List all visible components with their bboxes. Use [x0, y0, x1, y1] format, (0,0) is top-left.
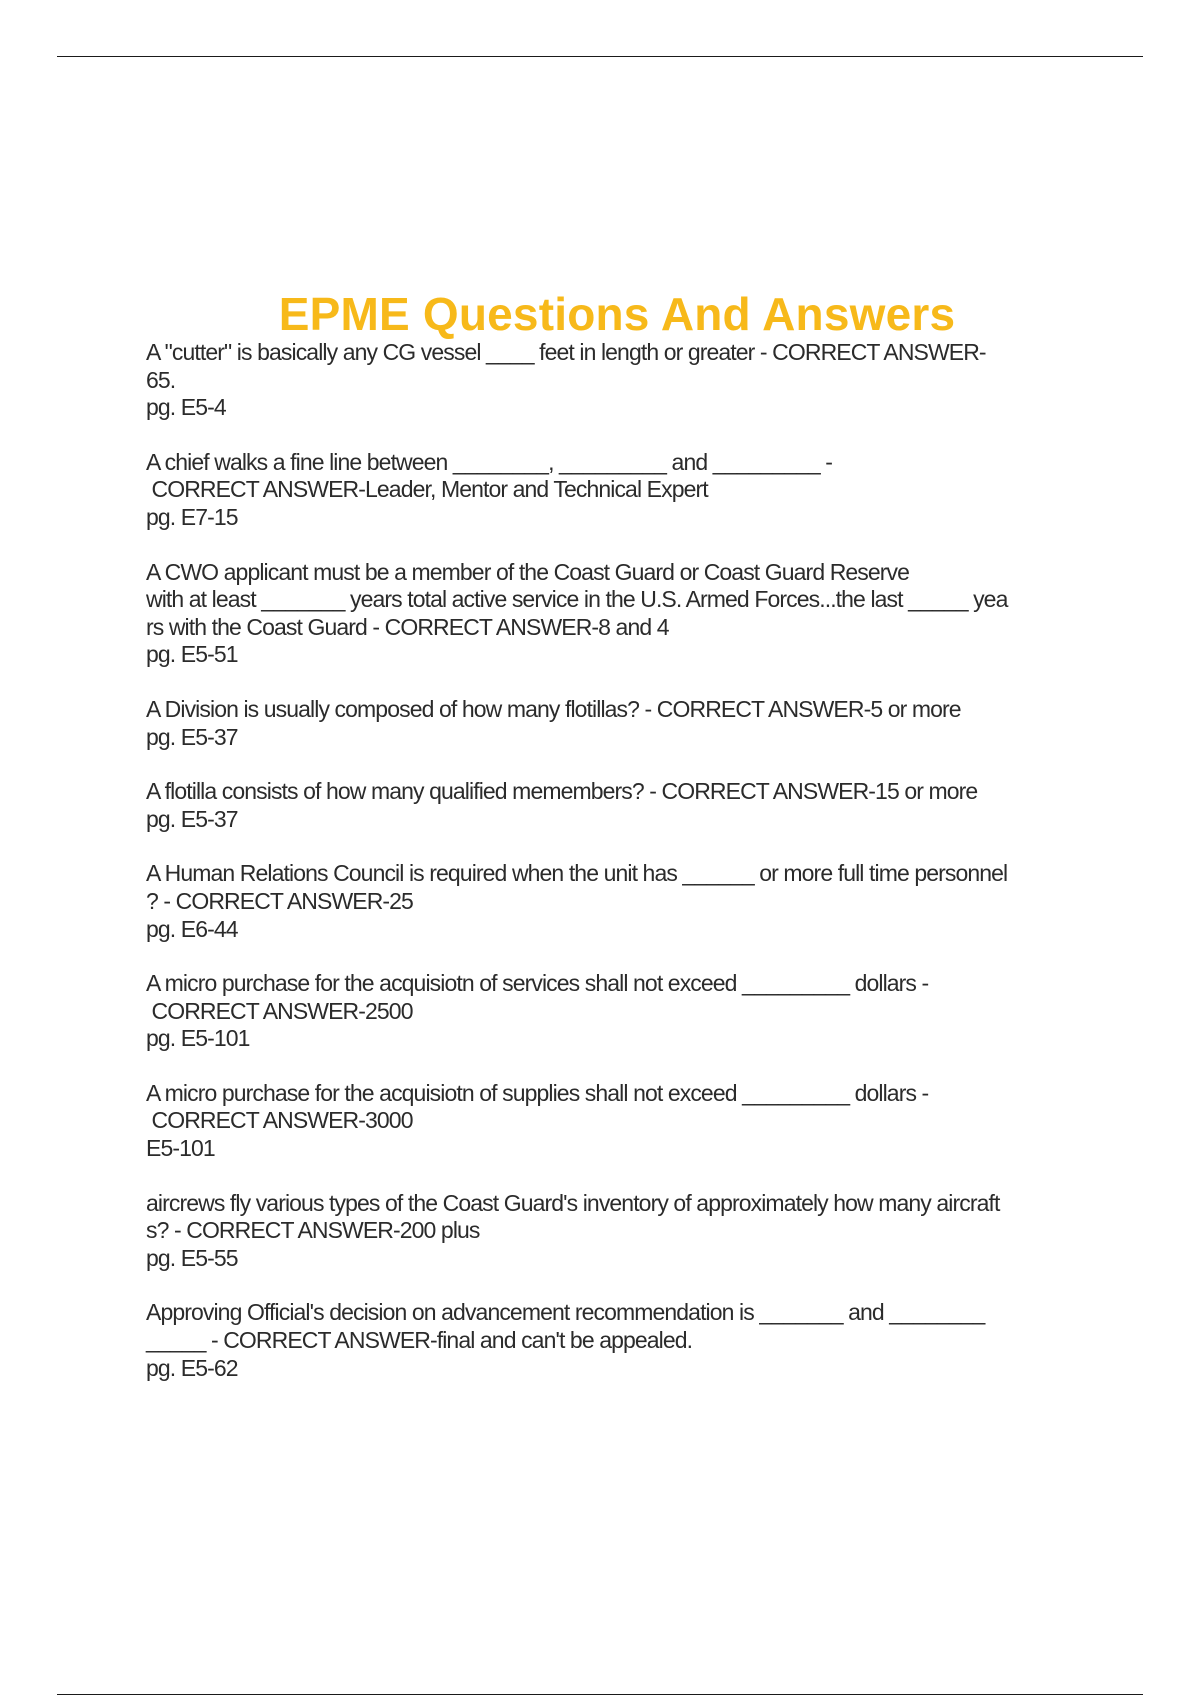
qa-text-line: rs with the Coast Guard - CORRECT ANSWER-8 and 4	[146, 613, 669, 640]
qa-text-line: Approving Official's decision on advancement recommendation is _______ and ________	[146, 1299, 985, 1326]
page-reference: E5-101	[146, 1135, 215, 1162]
qa-item	[146, 696, 1096, 751]
qa-item	[146, 1080, 1096, 1163]
qa-item	[146, 970, 1096, 1053]
header-rule	[57, 56, 1143, 57]
page-reference: pg. E7-15	[146, 503, 238, 530]
qa-text-line: A chief walks a fine line between ________, _________ and _________ -	[146, 448, 832, 475]
page-reference: pg. E5-101	[146, 1025, 250, 1052]
qa-text-line: with at least _______ years total active service in the U.S. Armed Forces...the last _____ yea	[146, 586, 1008, 613]
qa-item	[146, 778, 1096, 833]
qa-text-line: 65.	[146, 366, 176, 393]
qa-text-line: A Division is usually composed of how many flotillas? - CORRECT ANSWER-5 or more	[146, 695, 961, 722]
qa-item	[146, 559, 1096, 669]
qa-text-line: A Human Relations Council is required when the unit has ______ or more full time personnel	[146, 860, 1008, 887]
qa-text-line: s? - CORRECT ANSWER-200 plus	[146, 1217, 480, 1244]
qa-text-line: CORRECT ANSWER-2500	[146, 997, 413, 1024]
qa-item	[146, 1190, 1096, 1273]
qa-text-line: ? - CORRECT ANSWER-25	[146, 887, 413, 914]
qa-item	[146, 1299, 1096, 1382]
qa-list	[146, 339, 1096, 1409]
qa-text-line: aircrews fly various types of the Coast Guard's inventory of approximately how many aircraft	[146, 1189, 1000, 1216]
qa-text-line: A CWO applicant must be a member of the Coast Guard or Coast Guard Reserve	[146, 558, 910, 585]
page-reference: pg. E5-37	[146, 723, 238, 750]
page-reference: pg. E6-44	[146, 915, 238, 942]
document-title: EPME Questions And Answers	[278, 287, 956, 340]
page-reference: pg. E5-62	[146, 1354, 238, 1381]
page-reference: pg. E5-55	[146, 1244, 238, 1271]
footer-rule	[57, 1694, 1143, 1695]
page-reference: pg. E5-51	[146, 641, 238, 668]
qa-text-line: CORRECT ANSWER-3000	[146, 1107, 413, 1134]
qa-text-line: A micro purchase for the acquisiotn of services shall not exceed _________ dollars -	[146, 970, 929, 997]
page-reference: pg. E5-4	[146, 394, 226, 421]
qa-text-line: A micro purchase for the acquisiotn of supplies shall not exceed _________ dollars -	[146, 1079, 929, 1106]
qa-item	[146, 339, 1096, 422]
qa-text-line: CORRECT ANSWER-Leader, Mentor and Technical Expert	[146, 476, 708, 503]
qa-text-line: _____ - CORRECT ANSWER-final and can't be appealed.	[146, 1327, 693, 1354]
qa-text-line: A "cutter" is basically any CG vessel ____ feet in length or greater - CORRECT ANSWER-	[146, 339, 986, 365]
qa-item	[146, 860, 1096, 943]
page-reference: pg. E5-37	[146, 805, 238, 832]
qa-text-line: A flotilla consists of how many qualified memembers? - CORRECT ANSWER-15 or more	[146, 778, 978, 805]
qa-item	[146, 449, 1096, 532]
